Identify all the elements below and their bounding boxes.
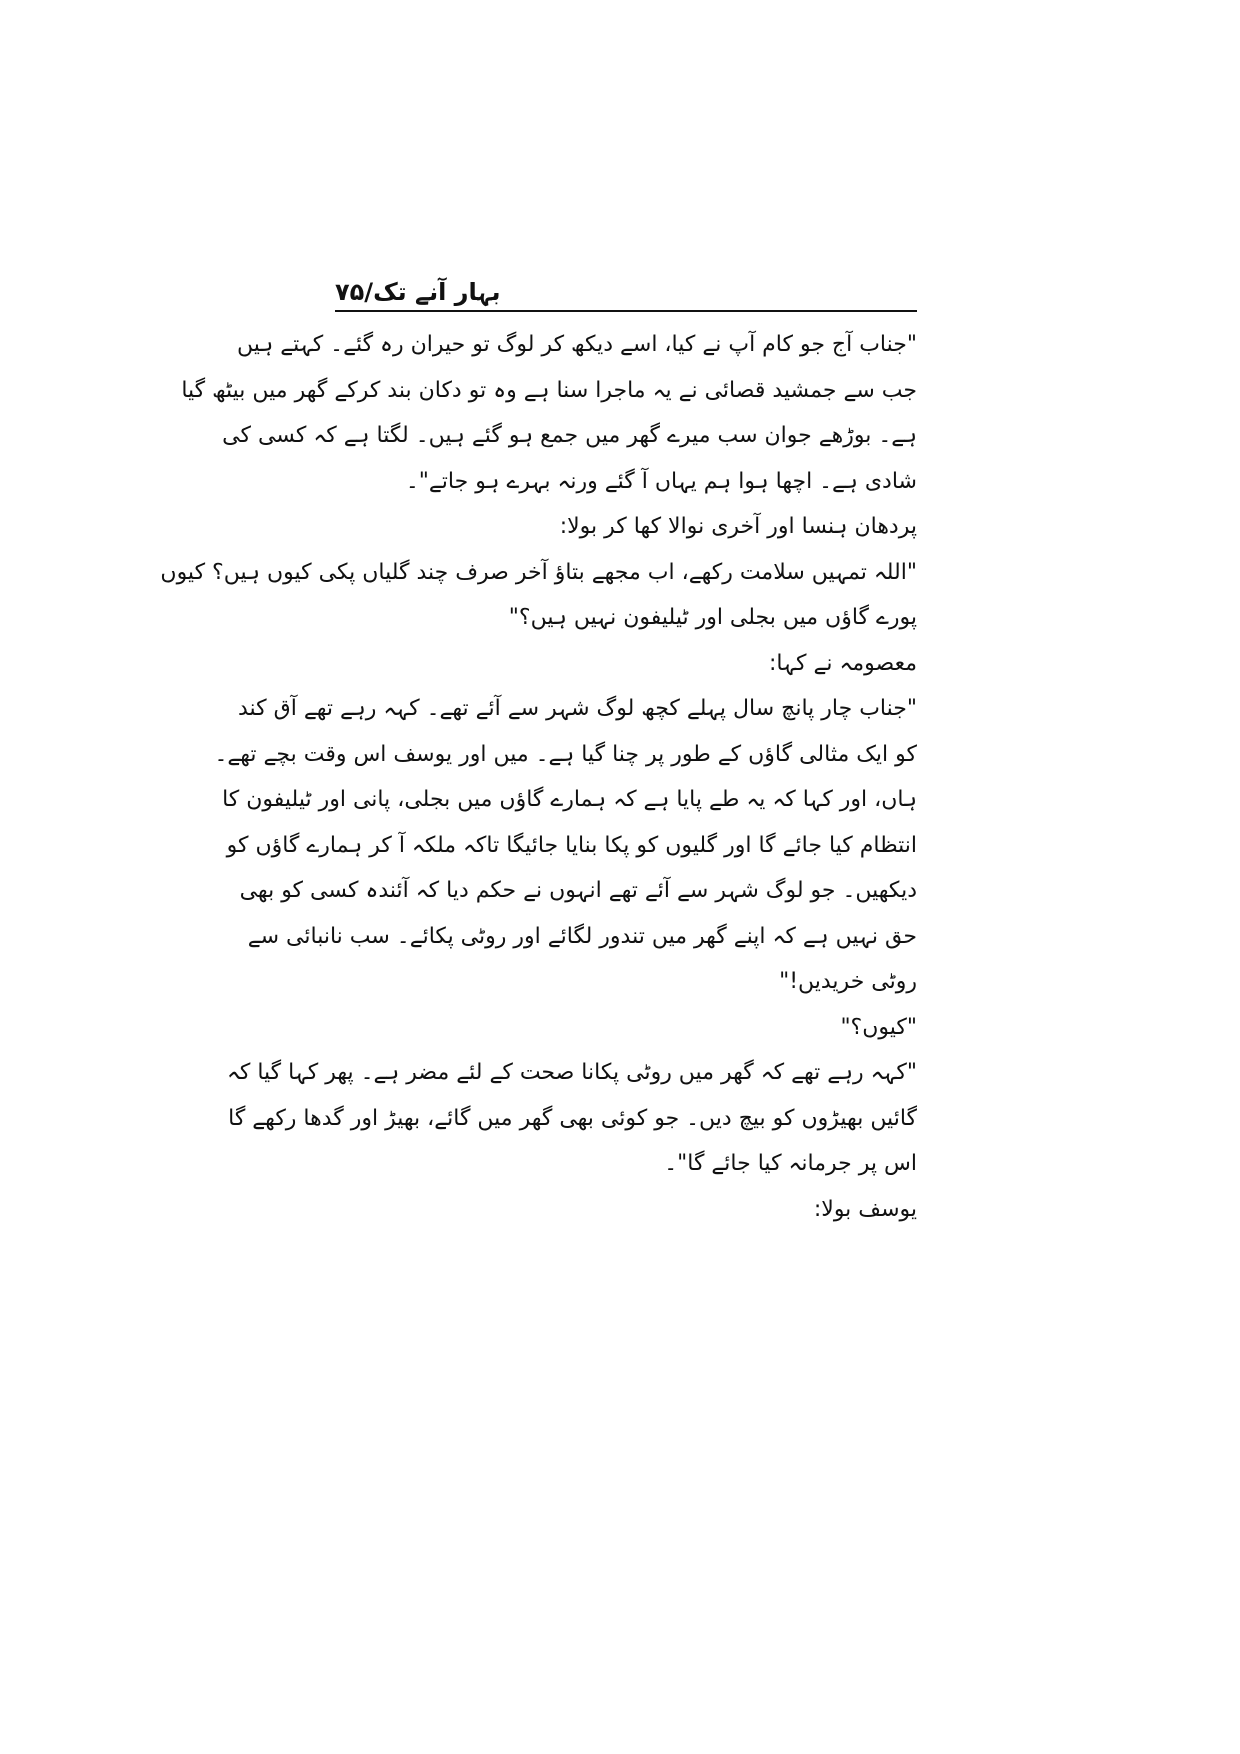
text-line: اس پر جرمانہ کیا جائے گا"۔	[664, 1151, 917, 1176]
text-line: کو ایک مثالی گاؤں کے طور پر چنا گیا ہے۔ میں اور یوسف اس وقت بچے تھے۔	[214, 741, 917, 767]
text-line: شادی ہے۔ اچھا ہوا ہم یہاں آ گئے ورنہ بہرے ہو جاتے"۔	[405, 468, 917, 494]
text-line: پردھان ہنسا اور آخری نوالا کھا کر بولا:	[559, 514, 917, 539]
text-line: دیکھیں۔ جو لوگ شہر سے آئے تھے انہوں نے حکم دیا کہ آئندہ کسی کو بھی	[239, 878, 917, 903]
text-line: "جناب آج جو کام آپ نے کیا، اسے دیکھ کر لوگ تو حیران رہ گئے۔ کہتے ہیں	[237, 332, 917, 357]
text-line: جب سے جمشید قصائی نے یہ ماجرا سنا ہے وہ تو دکان بند کرکے گھر میں بیٹھ گیا	[181, 377, 917, 403]
text-line: ہے۔ بوڑھے جوان سب میرے گھر میں جمع ہو گئے ہیں۔ لگتا ہے کہ کسی کی	[222, 423, 917, 448]
text-line: روٹی خریدیں!"	[779, 969, 917, 994]
header-rule	[335, 310, 917, 312]
running-title: بہار آنے تک/۷۵	[335, 278, 501, 306]
body-text	[160, 322, 917, 1232]
text-line: "کہہ رہے تھے کہ گھر میں روٹی پکانا صحت کے لئے مضر ہے۔ پھر کہا گیا کہ	[226, 1060, 917, 1085]
text-line: "اللہ تمہیں سلامت رکھے، اب مجھے بتاؤ آخر صرف چند گلیاں پکی کیوں ہیں؟ کیوں	[160, 559, 917, 585]
text-line: یوسف بولا:	[813, 1196, 917, 1222]
text-line: پورے گاؤں میں بجلی اور ٹیلیفون نہیں ہیں؟"	[508, 605, 917, 630]
text-line: گائیں بھیڑوں کو بیچ دیں۔ جو کوئی بھی گھر میں گائے، بھیڑ اور گدھا رکھے گا	[228, 1105, 917, 1131]
text-line: "جناب چار پانچ سال پہلے کچھ لوگ شہر سے آئے تھے۔ کہہ رہے تھے آق کند	[237, 696, 917, 721]
text-line: حق نہیں ہے کہ اپنے گھر میں تندور لگائے اور روٹی پکائے۔ سب نانبائی سے	[247, 923, 917, 949]
text-line: انتظام کیا جائے گا اور گلیوں کو پکا بنایا جائیگا تاکہ ملکہ آ کر ہمارے گاؤں کو	[226, 832, 917, 858]
text-line: "کیوں؟"	[840, 1014, 917, 1040]
text-line: معصومہ نے کہا:	[769, 650, 917, 676]
text-line: ہاں، اور کہا کہ یہ طے پایا ہے کہ ہمارے گاؤں میں بجلی، پانی اور ٹیلیفون کا	[222, 787, 917, 812]
running-head	[335, 272, 917, 312]
